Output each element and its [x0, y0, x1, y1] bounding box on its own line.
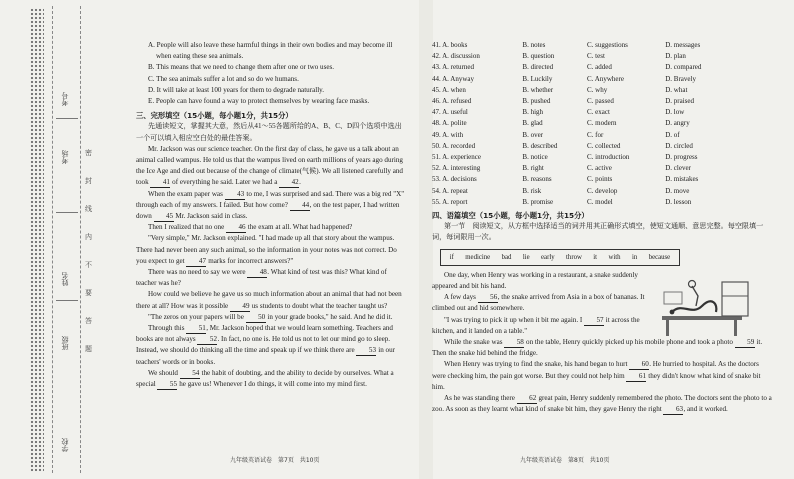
passage-text: us students to doubt what the teacher taught us?: [249, 301, 388, 310]
answer-blank[interactable]: 49: [230, 302, 250, 312]
option-choice: D. circled: [665, 141, 693, 150]
option-choice: D. compared: [665, 63, 702, 72]
answer-blank[interactable]: 41: [150, 178, 170, 188]
option-choice: B. described: [522, 141, 558, 150]
snake-illustration: [652, 276, 756, 338]
option-choice: D. move: [665, 186, 690, 195]
option-choice: C. points: [587, 175, 613, 184]
option-e: E. People can have found a way to protect themselves by wearing face masks.: [148, 97, 370, 106]
label-exam-number: 考号: [61, 92, 69, 106]
option-choice: B. notice: [522, 153, 548, 162]
passage-paragraph: [136, 289, 406, 311]
passage-text: it. Then the snake hid behind the fridge.: [432, 338, 763, 358]
option-choice: 50. A. recorded: [432, 141, 476, 150]
word-box-item: because: [648, 253, 671, 261]
seat-dot-grid: [30, 8, 44, 472]
page-footer-left: 九年级英语试卷 第7页 共10页: [230, 457, 320, 464]
option-choice: B. directed: [522, 63, 554, 72]
option-row: [432, 107, 732, 118]
option-row: [432, 186, 732, 197]
option-choice: D. low: [665, 108, 685, 117]
option-choice: 49. A. with: [432, 130, 464, 139]
passage-text: As he was standing there: [444, 394, 517, 403]
option-choice: B. reasons: [522, 175, 552, 184]
seal-char: 题: [85, 345, 92, 353]
option-choice: B. high: [522, 108, 544, 117]
option-row: [432, 118, 732, 129]
passage-text: . In fact, no one is. He told us not to let our mind go to sleep. Instead, we should do thinking all the time and speak up if we think there are: [136, 335, 391, 355]
passage-text: How could we believe he gave us so much information about an animal that had not been there at all? How was it possible: [136, 290, 402, 310]
option-a: A. People will also leave these harmful things in their own bodies and may become ill: [148, 41, 393, 49]
seal-line: [80, 6, 81, 473]
answer-blank[interactable]: 47: [186, 257, 206, 267]
answer-blank[interactable]: 61: [626, 372, 646, 382]
option-choice: 45. A. when: [432, 85, 466, 94]
word-box: [440, 249, 680, 266]
word-box-item: bad: [501, 253, 512, 261]
option-choice: C. active: [587, 164, 612, 173]
passage-text: in your grade books," he said. And he did it.: [265, 312, 393, 321]
option-choice: C. added: [587, 63, 612, 72]
answer-blank[interactable]: 42: [279, 178, 299, 188]
option-choice: C. why: [587, 85, 608, 94]
option-row: [432, 152, 732, 163]
passage-text: the habit of doubting, and the ability to decide by ourselves. What a special: [136, 368, 394, 389]
word-box-item: with: [608, 253, 621, 261]
option-row: [432, 163, 732, 174]
option-choice: 48. A. polite: [432, 119, 467, 128]
passage-text: on the table, Henry quickly picked up his mobile phone and took a photo: [524, 338, 735, 347]
word-box-item: lie: [522, 253, 530, 261]
fold-line: [52, 6, 53, 473]
option-choice: B. risk: [522, 186, 542, 195]
passage-text: they didn't know what kind of snake bit him.: [432, 371, 761, 391]
option-choice: D. mistakes: [665, 175, 699, 184]
option-choice: B. glad: [522, 119, 543, 128]
option-choice: D. what: [665, 85, 688, 94]
passage-text: , on the test paper, I had written down: [136, 200, 400, 221]
passage-text: , Mr. Jackson hoped that we would learn something. Teachers and books are not always: [136, 324, 393, 344]
option-choice: C. modern: [587, 119, 617, 128]
right-column: [432, 40, 774, 416]
word-box-item: medicine: [465, 253, 491, 261]
passage-paragraph: [432, 270, 652, 292]
option-choice: D. messages: [665, 41, 701, 49]
seal-char: 不: [85, 261, 92, 269]
option-choice: B. question: [522, 52, 555, 61]
option-choice: B. Luckily: [522, 74, 553, 83]
option-row: [432, 174, 732, 185]
option-choice: D. angry: [665, 119, 690, 128]
passage-text: "Very simple," Mr. Jackson explained. "I had made up all that story about the wampus. There had never been any such animal, so the information in your notes was not correct. Do you expect to get: [136, 234, 397, 265]
word-box-item: in: [631, 253, 638, 261]
option-choice: 43. A. returned: [432, 63, 474, 72]
answer-blank[interactable]: 53: [356, 346, 376, 356]
passage-text: When the exam paper was: [148, 189, 225, 198]
passage-paragraph: [432, 393, 774, 415]
passage-text: it across the kitchen, and it landed on a table.": [432, 315, 640, 335]
option-row: [432, 74, 732, 85]
passage-paragraph: [136, 233, 406, 267]
answer-blank[interactable]: 58: [504, 338, 524, 348]
label-school: 学校: [61, 438, 69, 452]
passage-paragraph: [136, 144, 406, 189]
passage-paragraph: [136, 368, 406, 390]
answer-blank[interactable]: 57: [584, 316, 604, 326]
passage-text: There was no need to say we were: [148, 268, 248, 277]
answer-blank[interactable]: 54: [180, 369, 200, 379]
option-row: [432, 51, 732, 62]
passage-paragraph: [136, 312, 406, 323]
word-box-item: if: [449, 253, 454, 261]
left-column: [136, 40, 406, 390]
answer-blank[interactable]: 43: [225, 190, 245, 200]
seal-char: 答: [85, 317, 92, 325]
passage-text: , the snake arrived from Asia in a box of bananas. It climbed out and hid somewhere.: [432, 293, 645, 313]
page-footer-right: 九年级英语试卷 第8页 共10页: [520, 457, 610, 464]
word-box-item: early: [541, 253, 555, 261]
option-row: [432, 62, 732, 73]
passage-text: he gave us! Whenever I do things, it will come into my mind first.: [177, 380, 367, 389]
option-choice: C. model: [587, 197, 613, 206]
answer-blank[interactable]: 45: [154, 212, 174, 222]
option-choice: B. right: [522, 164, 544, 173]
option-choice: 44. A. Anyway: [432, 74, 474, 83]
option-choice: C. suggestions: [587, 41, 628, 49]
option-a-cont: when eating these sea animals.: [156, 52, 244, 61]
option-choice: 42. A. discussion: [432, 52, 480, 61]
section-three-instruction: 先通读短文，掌握其大意，然后从41～55各题所给的A、B、C、D四个选项中选出一个可以填入相应空白处的最佳答案。: [136, 122, 402, 142]
passage-text: . What kind of test was this? What kind of teacher was he?: [136, 268, 387, 288]
field-line: [56, 212, 78, 213]
option-choice: 46. A. refused: [432, 97, 472, 106]
passage-paragraph: [432, 315, 652, 337]
label-class: 班级: [61, 336, 69, 350]
page-gutter: [419, 0, 433, 479]
seal-char: 内: [85, 233, 92, 241]
option-b: B. This means that we need to change them after one or two uses.: [148, 63, 335, 72]
option-row: [432, 141, 732, 152]
passage-text: .: [299, 178, 301, 187]
option-row: [432, 130, 732, 141]
answer-blank[interactable]: 52: [197, 335, 217, 345]
passage-paragraph: [136, 222, 406, 233]
passage-text: . He hurried to hospital. As the doctors were checking him, the pain got worse. But they could not help him: [432, 360, 759, 380]
label-exam-room: 考场: [61, 150, 69, 164]
option-row: [432, 85, 732, 96]
passage-text: in our teachers' words or in books.: [136, 346, 395, 366]
option-choice: C. exact: [587, 108, 610, 117]
option-choice: C. passed: [587, 97, 614, 106]
option-choice: B. notes: [522, 41, 546, 49]
option-choice: C. test: [587, 52, 605, 61]
option-choice: B. whether: [522, 85, 554, 94]
option-choice: D. lesson: [665, 197, 692, 206]
option-choice: 52. A. interesting: [432, 164, 481, 173]
passage-text: marks for incorrect answers?": [206, 256, 294, 265]
seal-char: 线: [85, 205, 92, 213]
section-four-title: 四、语篇填空（15小题，每小题1分，共15分）: [432, 211, 589, 221]
label-name: 姓名: [61, 272, 69, 286]
seal-char: 封: [85, 177, 92, 185]
option-choice: C. develop: [587, 186, 618, 195]
option-row: [432, 96, 732, 107]
option-d: D. It will take at least 100 years for them to degrade naturally.: [148, 85, 325, 94]
section-three-title: 三、完形填空（15小题，每小题1分，共15分）: [136, 111, 293, 121]
answer-blank[interactable]: 60: [629, 360, 649, 370]
passage-text: Mr. Jackson was our science teacher. On the first day of class, he gave us a talk about an animal called wampus. He told us that the wampus lived on earth millions of years ago during the Ice Age and died out because of the change of climate(气候). We all listened carefully and took: [136, 144, 403, 187]
cloze-passage: [136, 144, 406, 390]
option-choice: D. clever: [665, 164, 691, 173]
binding-strip: [0, 0, 122, 479]
option-choice: C. collected: [587, 141, 621, 150]
option-choice: 41. A. books: [432, 41, 468, 49]
answer-blank[interactable]: 56: [478, 293, 498, 303]
answer-blank[interactable]: 55: [157, 380, 177, 390]
option-choice: B. over: [522, 130, 544, 139]
answer-blank[interactable]: 62: [517, 394, 537, 404]
seal-char: 要: [85, 289, 92, 297]
option-choice: 54. A. repeat: [432, 186, 468, 195]
option-choice: C. introduction: [587, 153, 630, 162]
passage-text: While the snake was: [444, 338, 505, 347]
option-choice: D. praised: [665, 97, 695, 106]
seal-char: 密: [85, 149, 92, 157]
answer-blank[interactable]: 46: [226, 223, 246, 233]
passage-text: "The zeros on your papers will be: [148, 312, 246, 321]
option-choice: 55. A. report: [432, 197, 468, 206]
answer-blank[interactable]: 63: [663, 405, 683, 415]
passage-text: of everything he said. Later we had a: [170, 178, 280, 187]
answer-blank[interactable]: 50: [246, 313, 266, 323]
option-row: [432, 197, 732, 208]
option-choice: D. Bravely: [665, 74, 696, 83]
answer-blank[interactable]: 51: [186, 324, 206, 334]
field-line: [56, 300, 78, 301]
option-row: [432, 40, 732, 51]
passage-text: Then I realized that no one: [148, 223, 226, 232]
section-four-instruction: 第一节 阅读短文，从方框中选择适当的词并用其正确形式填空，使短文通顺、意思完整。每空限填一词，每词限用一次。: [432, 222, 764, 242]
passage-text: Through this: [148, 324, 187, 333]
passage-text: One day, when Henry was working in a restaurant, a snake suddenly appeared and bit his hand.: [432, 270, 638, 291]
answer-options-table: [432, 40, 732, 208]
answer-blank[interactable]: 59: [735, 338, 755, 348]
option-choice: D. of: [665, 130, 680, 139]
option-choice: B. promise: [522, 197, 554, 206]
option-choice: D. progress: [665, 153, 698, 162]
passage-text: "I was trying to pick it up when it bit me again. I: [444, 315, 585, 324]
passage-text: We should: [148, 368, 180, 377]
passage-text: , and it worked.: [683, 405, 728, 414]
option-choice: 47. A. useful: [432, 108, 468, 117]
passage-text: A few days: [444, 293, 478, 302]
passage-text: When Henry was trying to find the snake, his hand began to hurt: [444, 360, 630, 369]
option-choice: 53. A. decisions: [432, 175, 477, 184]
option-choice: C. Anywhere: [587, 74, 624, 83]
passage-paragraph: [432, 292, 652, 314]
passage-text: Mr. Jackson said in class.: [173, 212, 248, 221]
passage-paragraph: [136, 189, 406, 223]
word-box-item: it: [593, 253, 598, 261]
option-choice: C. for: [587, 130, 604, 139]
passage-paragraph: [432, 359, 774, 393]
passage-paragraph: [136, 323, 406, 368]
option-c: C. The sea animals suffer a lot and so do we humans.: [148, 74, 299, 83]
passage-paragraph: [136, 267, 406, 289]
field-line: [56, 118, 78, 119]
passage-text: great pain, Henry suddenly remembered the photo. The doctors sent the photo to a zoo. As soon as they learnt what kind of snake bit him, they gave Henry the right: [432, 394, 772, 414]
passage-text: the exam at all. What had happened?: [246, 223, 353, 232]
answer-blank[interactable]: 44: [290, 201, 310, 211]
word-box-item: throw: [566, 253, 582, 261]
answer-blank[interactable]: 48: [247, 268, 267, 278]
option-choice: B. pushed: [522, 97, 551, 106]
option-choice: D. plan: [665, 52, 686, 61]
passage-paragraph: [432, 337, 774, 359]
option-choice: 51. A. experience: [432, 153, 481, 162]
passage-text: to me, I was surprised and sad. There was a big red "X" through each of my answers. I failed. But how come?: [136, 189, 405, 209]
